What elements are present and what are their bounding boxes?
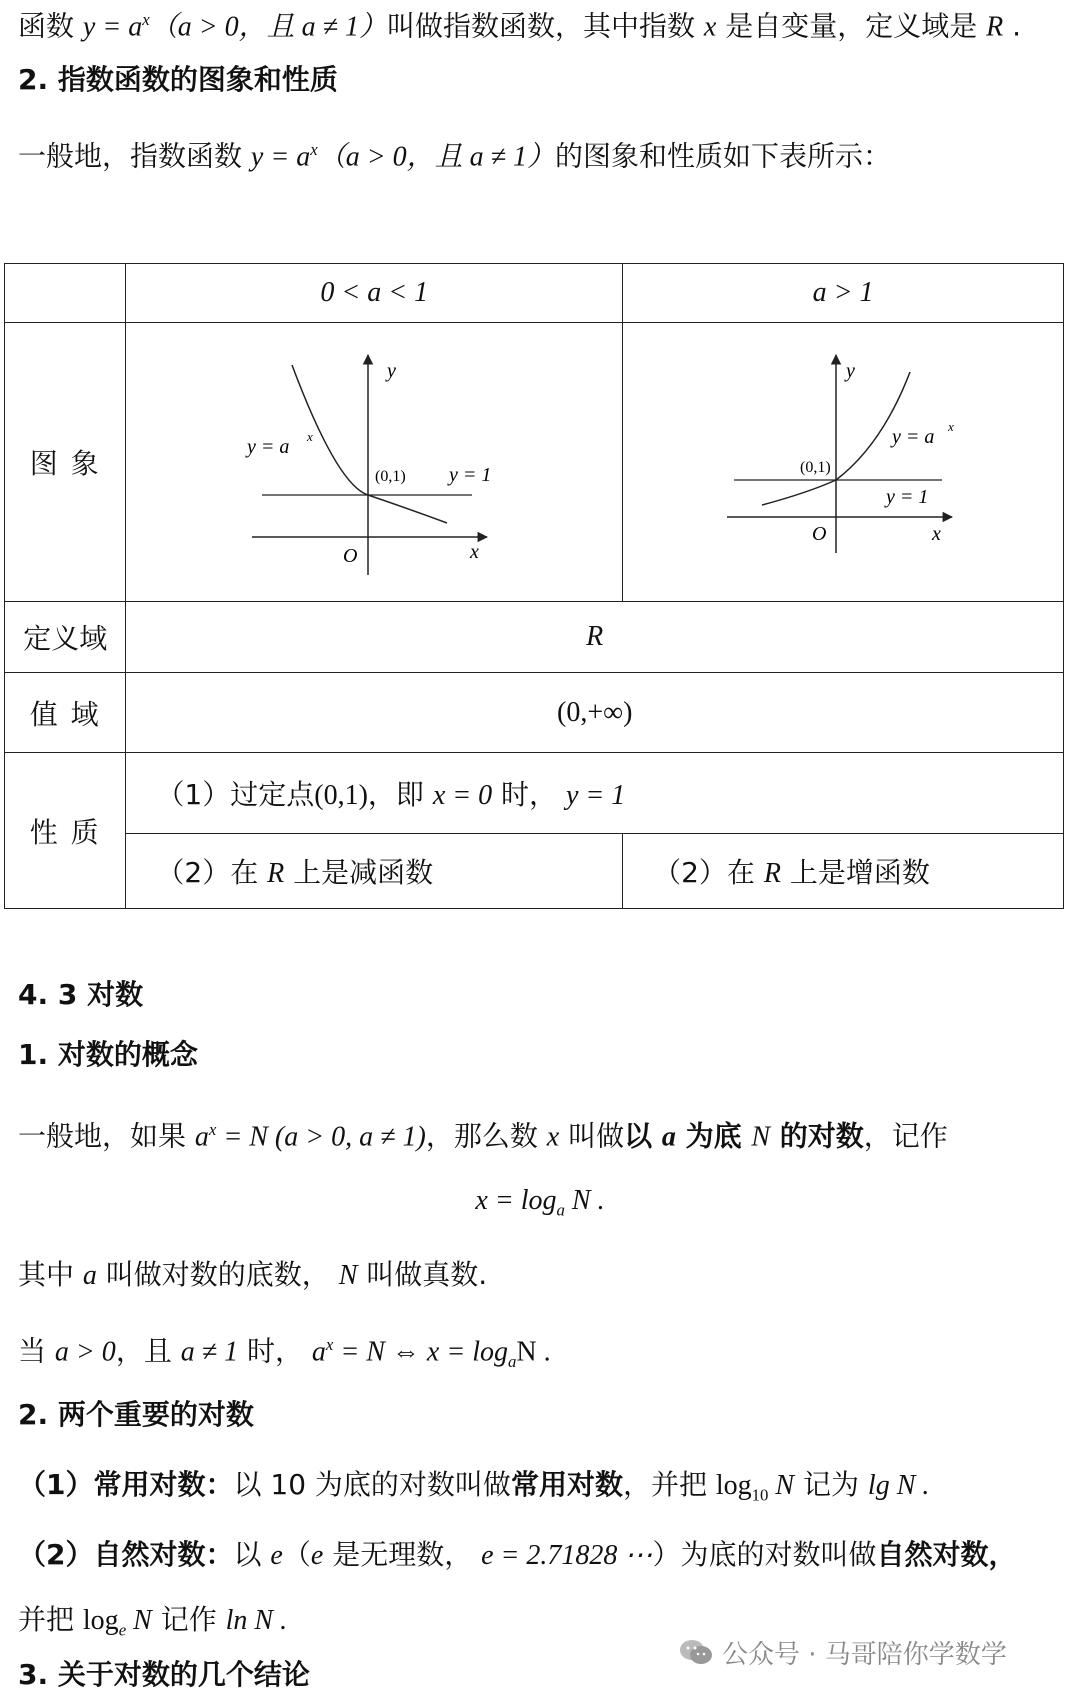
section-title-logarithm: 4. 3 对数 — [18, 978, 144, 1011]
graph-decreasing — [126, 323, 623, 602]
section-title-graph-properties: 2. 指数函数的图象和性质 — [18, 63, 338, 96]
point-label: (0,1) — [375, 467, 406, 485]
point-label: (0,1) — [799, 458, 831, 476]
row-label-graph: 图 象 — [5, 323, 126, 602]
natural-log-notation: 并把 $\log_e N$ 记作 ln N . — [18, 1603, 288, 1640]
origin-label: O — [343, 544, 358, 567]
axis-label-x: x — [470, 540, 480, 563]
line-label: y = 1 — [885, 485, 928, 508]
row-label-range: 值 域 — [5, 673, 126, 753]
header-a-gt-1: a > 1 — [623, 264, 1064, 323]
properties-table — [4, 263, 1064, 909]
domain-value: R — [126, 602, 1064, 673]
line-label: y = 1 — [449, 463, 492, 486]
axis-label-y: y — [845, 359, 855, 382]
property-fixed-point: （1）过定点(0,1)，即 x = 0 时， y = 1 — [126, 753, 1064, 834]
header-0-a-1: 0 < a < 1 — [126, 264, 623, 323]
log-equivalence: 当 a > 0，且 a ≠ 1 时， $a^x = N$ ⇔ $x = \log_aN$ . — [18, 1334, 551, 1371]
graph-increasing — [623, 323, 1064, 602]
row-label-domain: 定义域 — [5, 602, 126, 673]
log-definition: 一般地，如果 $a^x = N$ (a > 0, a ≠ 1)，那么数 x 叫做以 a 为底 N 的对数，记作 — [18, 1119, 948, 1153]
exp-function-definition: 函数 $y = a^x(a > 0$，且 a ≠ 1）叫做指数函数，其中指数 x 是自变量，定义域是 R . — [18, 9, 1022, 43]
row-label-properties: 性 质 — [5, 753, 126, 909]
range-value: (0,+∞) — [126, 673, 1064, 753]
common-log-definition: （1）常用对数：以 10 为底的对数叫做常用对数，并把 $\log_{10} N$ 记为 lg N . — [18, 1468, 930, 1505]
section-title-two-logs: 2. 两个重要的对数 — [18, 1398, 254, 1431]
curve-exp: x — [307, 428, 314, 444]
property-decreasing: （2）在 R 上是减函数 — [126, 834, 623, 909]
curve-label: y = a — [247, 435, 290, 458]
section-title-log-concept: 1. 对数的概念 — [18, 1038, 198, 1071]
watermark-text: 公众号 · 马哥陪你学数学 — [722, 1639, 1007, 1670]
axis-label-y: y — [387, 359, 397, 382]
axis-label-x: x — [931, 522, 941, 545]
curve-exp: x — [947, 418, 954, 434]
property-increasing: （2）在 R 上是增函数 — [623, 834, 1064, 909]
log-base-definition: 其中 a 叫做对数的底数， N 叫做真数. — [18, 1258, 488, 1291]
curve-label: y = a — [891, 425, 934, 448]
intro-text: 一般地，指数函数 $y = a^x(a > 0$，且 a ≠ 1）的图象和性质如下表所示： — [18, 139, 891, 173]
table-corner — [5, 264, 126, 323]
section-title-log-conclusions: 3. 关于对数的几个结论 — [18, 1658, 310, 1691]
origin-label: O — [811, 522, 826, 545]
natural-log-definition: （2）自然对数：以 e（e 是无理数， e = 2.71828 ⋯）为底的对数叫做自然对数， — [18, 1538, 1017, 1571]
wechat-icon — [678, 1637, 714, 1667]
watermark — [678, 1634, 1007, 1670]
decreasing-curve — [292, 365, 447, 523]
log-formula: $x = \log_a N$ . — [475, 1185, 605, 1220]
